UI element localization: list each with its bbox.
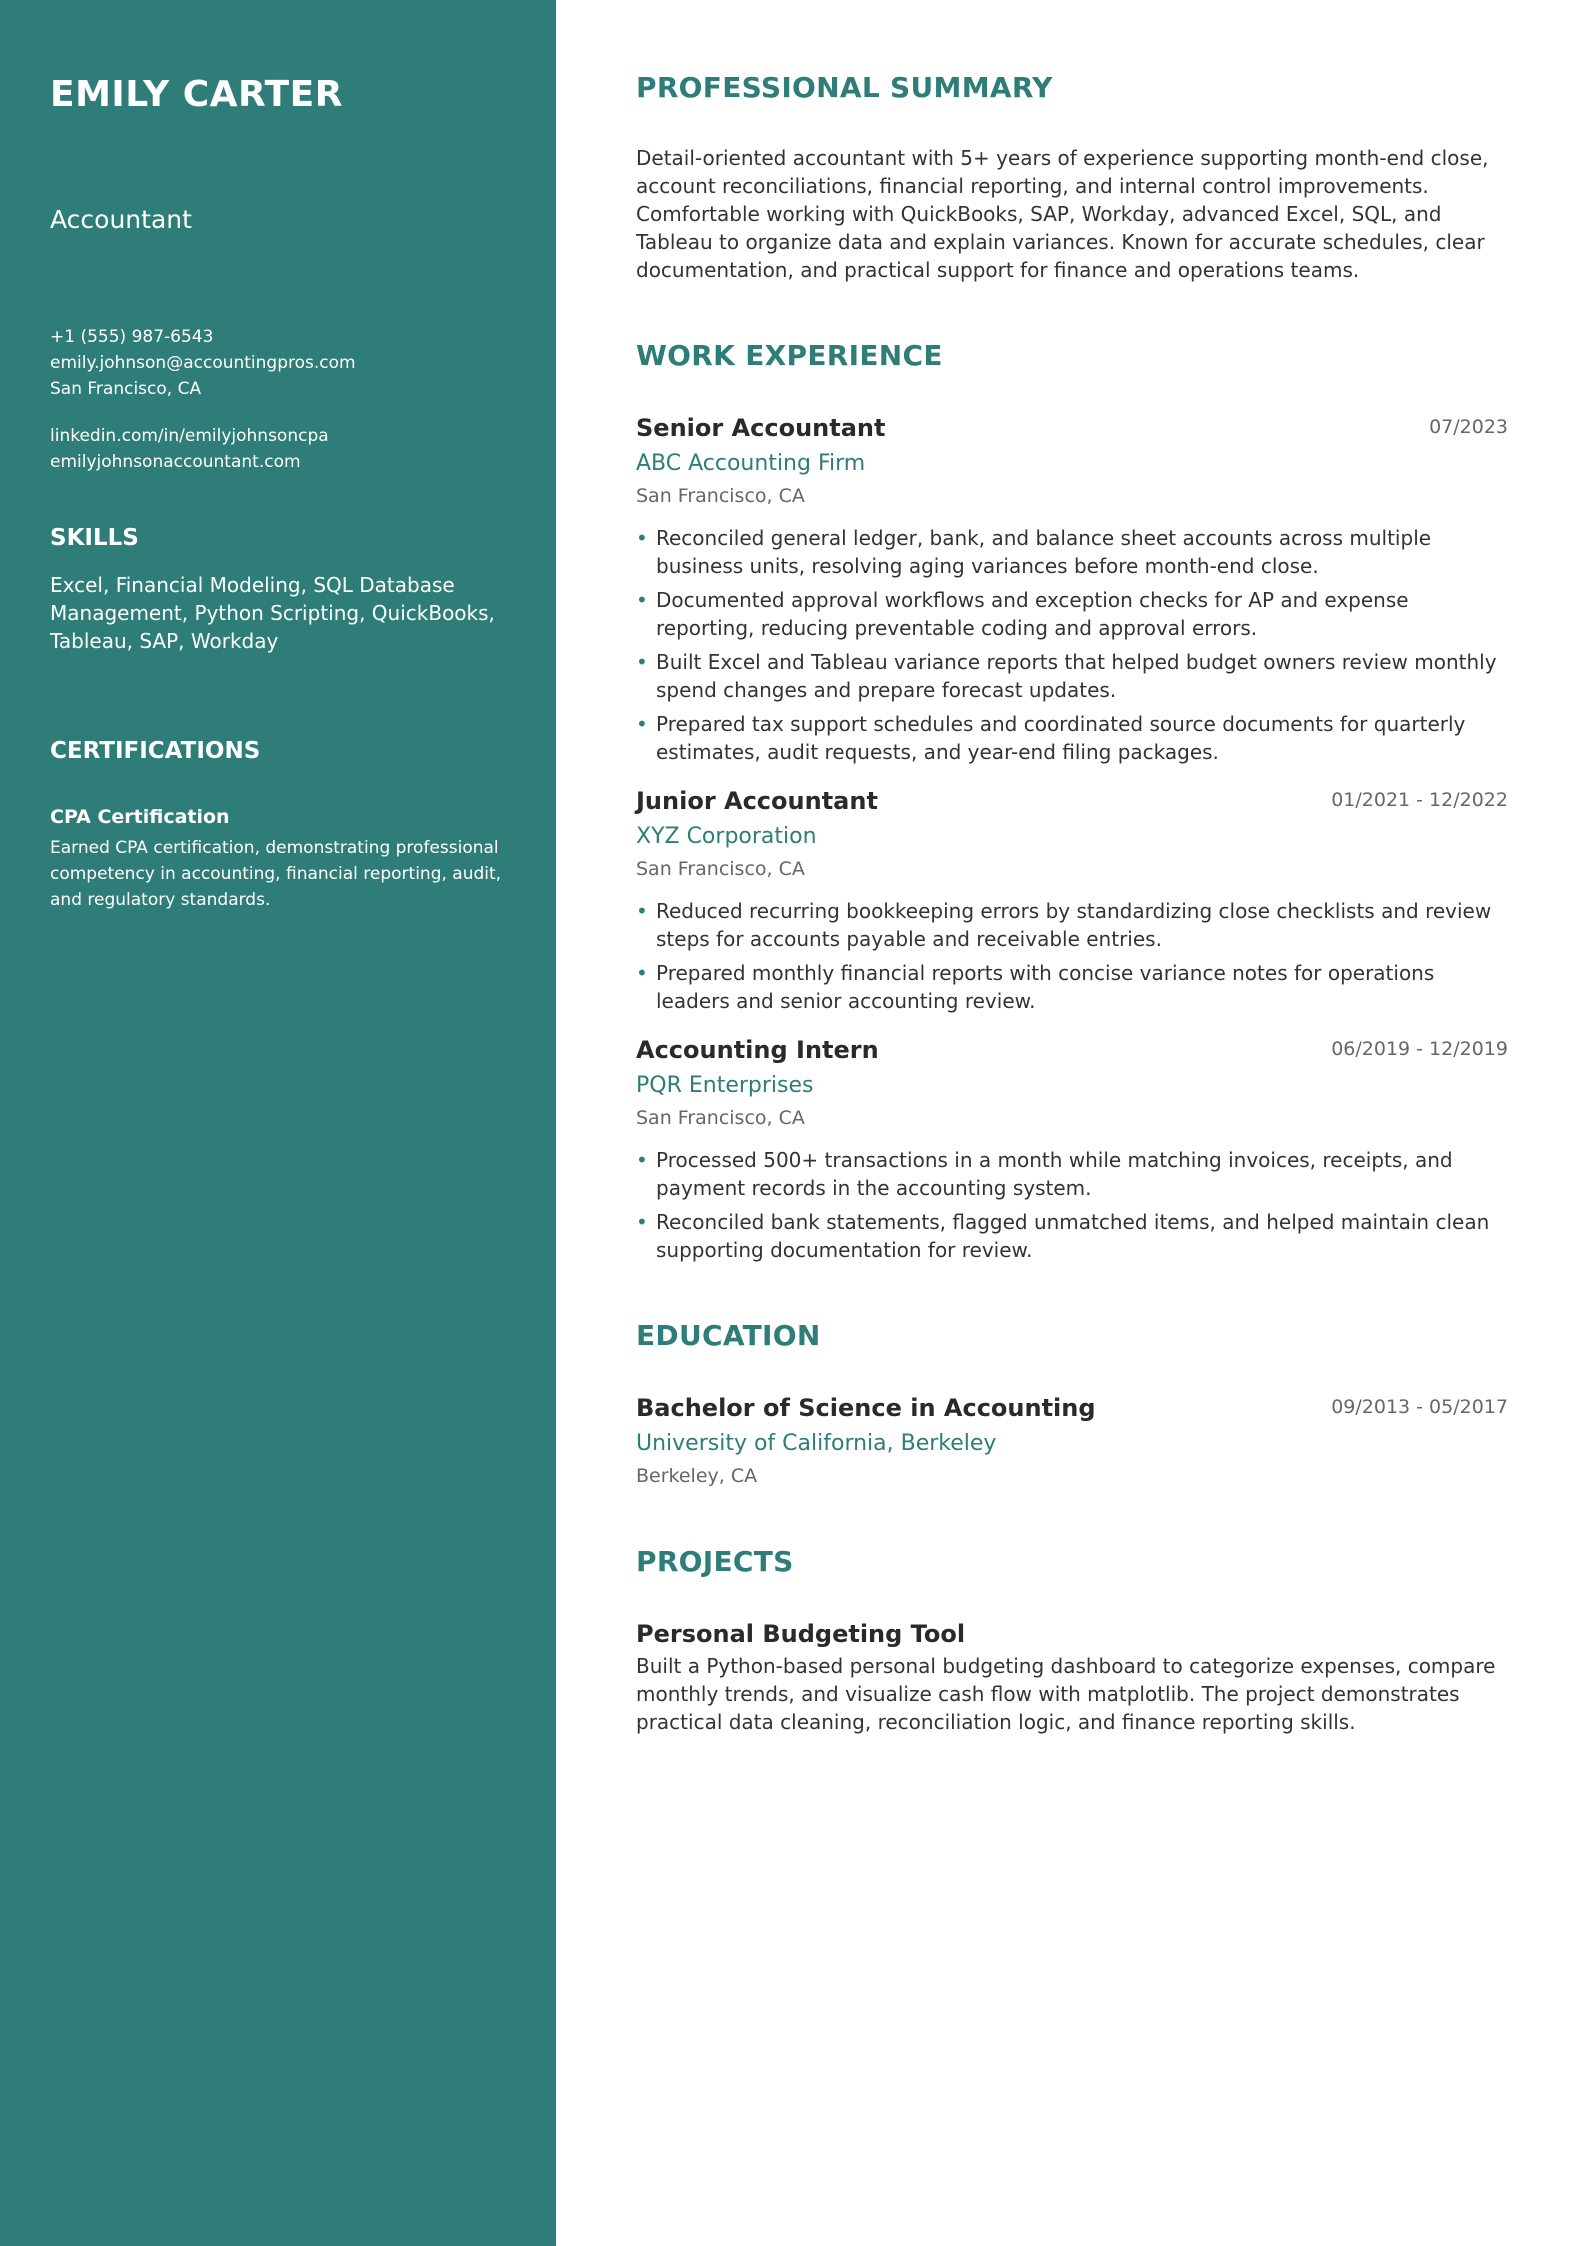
achievement-text: Reconciled general ledger, bank, and balance sheet accounts across multiple business units, resolving aging variances before month-end close.	[656, 526, 1432, 578]
company-name: XYZ Corporation	[636, 824, 817, 849]
project-title: Personal Budgeting Tool	[636, 1620, 966, 1648]
list-item	[636, 524, 1508, 580]
education-entry	[636, 1392, 1508, 1490]
achievement-text: Built Excel and Tableau variance reports that helped budget owners review monthly spend changes and prepare forecast updates.	[656, 650, 1497, 702]
education-section	[636, 1318, 1508, 1490]
main-content	[636, 70, 1508, 1736]
sidebar	[0, 0, 556, 2246]
list-item	[636, 959, 1508, 1015]
summary-text: Detail-oriented accountant with 5+ years of experience supporting month-end close, account reconciliations, financial reporting, and internal control improvements. Comfortable working with QuickBooks, SAP, Workday, advanced Excel, SQL, and Tableau to organize data and explain variances. Known for accurate schedules, clear documentation, and practical support for finance and operations teams.	[636, 146, 1489, 282]
bullet-icon: •	[636, 1210, 648, 1234]
experience-heading: WORK EXPERIENCE	[636, 339, 943, 372]
projects-list	[636, 1618, 1508, 1736]
experience-section	[636, 338, 1508, 1264]
certifications-section	[50, 736, 506, 913]
linkedin-link[interactable]: linkedin.com/in/emilyjohnsoncpa	[50, 426, 329, 446]
job-role-title: Accounting Intern	[636, 1036, 879, 1064]
project-entry	[636, 1618, 1508, 1736]
achievement-text: Reduced recurring bookkeeping errors by standardizing close checklists and review steps for accounts payable and receivable entries.	[656, 899, 1492, 951]
degree-title: Bachelor of Science in Accounting	[636, 1394, 1096, 1422]
phone-number: +1 (555) 987-6543	[50, 327, 214, 347]
list-item	[636, 710, 1508, 766]
candidate-name: EMILY CARTER	[50, 74, 343, 115]
bullet-icon: •	[636, 961, 648, 985]
achievement-text: Prepared monthly financial reports with concise variance notes for operations leaders and senior accounting review.	[656, 961, 1435, 1013]
job-role-title: Senior Accountant	[636, 414, 886, 442]
school-location: Berkeley, CA	[636, 1465, 758, 1487]
bullet-icon: •	[636, 588, 648, 612]
bullet-icon: •	[636, 526, 648, 550]
job-location: San Francisco, CA	[636, 858, 805, 880]
job-title: Accountant	[50, 205, 192, 234]
contact-spacer	[50, 402, 506, 423]
website-link[interactable]: emilyjohnsonaccountant.com	[50, 452, 301, 472]
projects-heading: PROJECTS	[636, 1545, 794, 1578]
achievement-list	[636, 524, 1508, 766]
skills-section	[50, 523, 506, 655]
experience-entry	[636, 785, 1508, 1015]
summary-section	[636, 70, 1508, 284]
achievement-text: Reconciled bank statements, flagged unmatched items, and helped maintain clean supporting documentation for review.	[656, 1210, 1490, 1262]
achievement-list	[636, 1146, 1508, 1264]
achievement-text: Processed 500+ transactions in a month while matching invoices, receipts, and payment records in the accounting system.	[656, 1148, 1453, 1200]
education-date: 09/2013 - 05/2017	[1331, 1396, 1508, 1418]
certification-description: Earned CPA certification, demonstrating professional competency in accounting, financial reporting, audit, and regulatory standards.	[50, 838, 502, 910]
company-name: ABC Accounting Firm	[636, 451, 866, 476]
experience-list	[636, 412, 1508, 1264]
certification-name: CPA Certification	[50, 806, 230, 828]
education-list	[636, 1392, 1508, 1490]
job-role-title: Junior Accountant	[636, 787, 878, 815]
bullet-icon: •	[636, 650, 648, 674]
bullet-icon: •	[636, 712, 648, 736]
education-heading: EDUCATION	[636, 1319, 821, 1352]
certifications-heading: CERTIFICATIONS	[50, 738, 261, 764]
company-name: PQR Enterprises	[636, 1073, 814, 1098]
email-address[interactable]: emily.johnson@accountingpros.com	[50, 353, 356, 373]
job-location: San Francisco, CA	[636, 1107, 805, 1129]
list-item	[636, 586, 1508, 642]
list-item	[636, 1208, 1508, 1264]
list-item	[636, 897, 1508, 953]
experience-entry	[636, 1034, 1508, 1264]
achievement-text: Prepared tax support schedules and coordinated source documents for quarterly estimates, audit requests, and year-end filing packages.	[656, 712, 1466, 764]
achievement-text: Documented approval workflows and exception checks for AP and expense reporting, reducing preventable coding and approval errors.	[656, 588, 1409, 640]
achievement-list	[636, 897, 1508, 1015]
school-name: University of California, Berkeley	[636, 1431, 997, 1456]
summary-heading: PROFESSIONAL SUMMARY	[636, 71, 1053, 104]
job-date: 06/2019 - 12/2019	[1331, 1038, 1508, 1060]
job-date: 01/2021 - 12/2022	[1331, 789, 1508, 811]
bullet-icon: •	[636, 1148, 648, 1172]
list-item	[636, 1146, 1508, 1202]
skills-list: Excel, Financial Modeling, SQL Database Management, Python Scripting, QuickBooks, Tableau, SAP, Workday	[50, 573, 495, 653]
experience-entry	[636, 412, 1508, 766]
list-item	[636, 648, 1508, 704]
location: San Francisco, CA	[50, 379, 202, 399]
bullet-icon: •	[636, 899, 648, 923]
skills-heading: SKILLS	[50, 525, 139, 551]
projects-section	[636, 1544, 1508, 1736]
job-date: 07/2023	[1429, 416, 1508, 438]
project-description: Built a Python-based personal budgeting dashboard to categorize expenses, compare monthly trends, and visualize cash flow with matplotlib. The project demonstrates practical data cleaning, reconciliation logic, and finance reporting skills.	[636, 1654, 1496, 1734]
contact-info	[50, 324, 506, 475]
job-location: San Francisco, CA	[636, 485, 805, 507]
